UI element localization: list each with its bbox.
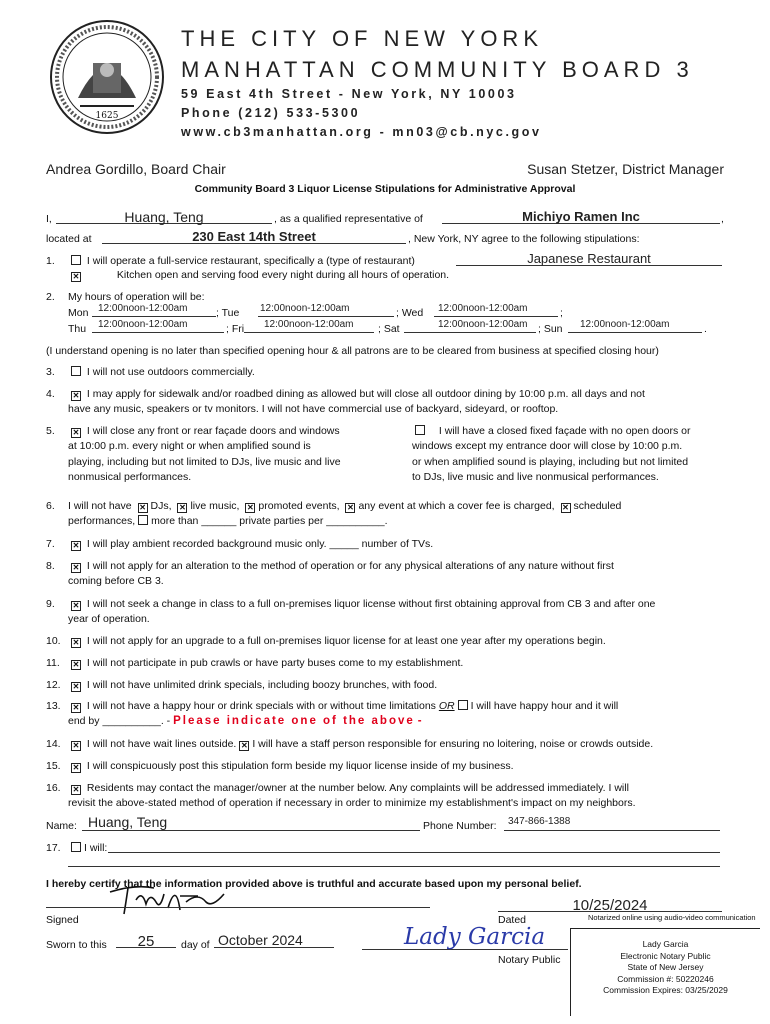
checkbox-s6-live-music[interactable]: ✕ [179,503,186,512]
agree-text: , New York, NY agree to the following stipulations: [408,233,640,245]
s5a-line-1: I will close any front or rear façade doors and windows [86,425,340,437]
hours-sun: 12:00noon-12:00am [580,319,670,330]
checkbox-s4[interactable]: ✕ [72,391,80,400]
s15-text: I will conspicuously post this stipulation form beside my liquor license inside of my business. [86,760,514,772]
hours-block: Mon 12:00noon-12:00am ; Tue 12:00noon-12:00am ; Wed 12:00noon-12:00am ; Thu 12:00noon-12:00am ; Fri 12:00noon-12:00am ; Sat 12:00noon-12:00am ; Sun 12:00noon-12:00am . [68,303,707,335]
header-title-2: MANHATTAN COMMUNITY BOARD 3 [181,57,694,82]
s5a-line-3: playing, including but not limited to DJs, live music and live [68,456,341,468]
hours-mon: 12:00noon-12:00am [98,303,188,314]
i-label: I, [46,213,52,225]
s9-text-2: year of operation. [68,613,150,625]
s10-text: I will not apply for an upgrade to a full on-premises liquor license for at least one year after my operations begin. [86,635,606,647]
checkbox-s3[interactable] [71,366,81,376]
hours-note: (I understand opening is no later than specified opening hour & all patrons are to be cleared from business at specified closing hour) [46,345,659,357]
notary-signature: Lady Garcia [404,924,546,950]
s5a-line-4: nonmusical performances. [68,471,192,483]
hours-wed: 12:00noon-12:00am [438,303,528,314]
form-title: Community Board 3 Liquor License Stipulations for Administrative Approval [194,183,576,195]
rep-text: , as a qualified representative of [274,213,423,225]
indicate-warning: Please indicate one of the above [173,715,415,727]
checkbox-s10[interactable]: ✕ [72,638,80,647]
s2-text: My hours of operation will be: [68,291,205,303]
s5b-line-4: to DJs, live music and live nonmusical performances. [412,471,659,483]
checkbox-s6-private[interactable] [138,515,148,525]
located-label: located at [46,233,92,245]
checkbox-s5b[interactable] [415,425,425,435]
contact-name[interactable]: Huang, Teng [88,814,168,830]
s16-text-2: revisit the above-stated method of operation if necessary in order to minimize my establishment's impact on my neighbors. [68,797,636,809]
header-address: 59 East 4th Street - New York, NY 10003 [181,87,517,101]
s1-text: I will operate a full-service restaurant, specifically a (type of restaurant) [86,255,415,267]
certify-text: I hereby certify that the information provided above is truthful and accurate based upon my personal belief. [46,878,582,890]
hours-sat: 12:00noon-12:00am [438,319,528,330]
s5a-line-2: at 10:00 p.m. every night or when amplified sound is [68,440,311,452]
signed-date[interactable]: 10/25/2024 [572,897,648,914]
dated-label: Dated [498,914,527,926]
checkbox-s6-djs[interactable]: ✕ [139,503,146,512]
s3-text: I will not use outdoors commercially. [86,366,255,378]
s5b-line-1: I will have a closed fixed façade with no open doors or [438,425,691,437]
checkbox-s14b[interactable]: ✕ [240,741,248,750]
s17-text: I will: [84,842,108,854]
business-name: Michiyo Ramen Inc [522,209,640,224]
s5b-line-3: or when amplified sound is playing, including but not limited [412,456,689,468]
checkbox-s12[interactable]: ✕ [72,682,80,691]
checkbox-s6-scheduled[interactable]: ✕ [562,503,569,512]
s8-text: I will not apply for an alteration to the method of operation or for any physical alterations of any nature without first [86,560,614,572]
s16-text: Residents may contact the manager/owner at the number below. Any complaints will be addressed immediately. I will [86,782,629,794]
header-web: www.cb3manhattan.org - mn03@cb.nyc.gov [181,125,542,139]
checkbox-s11[interactable]: ✕ [72,660,80,669]
checkbox-s17[interactable] [71,842,81,852]
hours-tue: 12:00noon-12:00am [260,303,350,314]
day-of-label: day of [181,939,210,951]
header-phone: Phone (212) 533-5300 [181,106,361,120]
s4-text: I may apply for sidewalk and/or roadbed dining as allowed but will close all outdoor dining by 10:00 p.m. all days and not [86,388,645,400]
s1-sub: Kitchen open and serving food every night during all hours of operation. [116,269,450,281]
checkbox-s15[interactable]: ✕ [72,763,80,772]
contact-phone[interactable]: 347-866-1388 [508,816,571,827]
checkbox-s6-cover[interactable]: ✕ [347,503,354,512]
city-seal-icon [48,18,166,136]
s4-text-2: have any music, speakers or tv monitors. I will not have commercial use of backyard, sideyard, or rooftop. [68,403,559,415]
seal-year: 1625 [95,111,119,121]
business-address: 230 East 14th Street [192,229,316,244]
representative-name: Huang, Teng [124,209,204,225]
restaurant-type: Japanese Restaurant [527,251,651,266]
s7-text: I will play ambient recorded background music only. _____ number of TVs. [86,538,434,550]
hours-thu: 12:00noon-12:00am [98,319,188,330]
checkbox-s1-kitchen[interactable]: ✕ [72,272,80,281]
s8-text-2: coming before CB 3. [68,575,164,587]
s11-text: I will not participate in pub crawls or have party buses come to my establishment. [86,657,464,669]
checkbox-s14a[interactable]: ✕ [72,741,80,750]
district-manager: Susan Stetzer, District Manager [527,161,724,177]
checkbox-s6-promoted[interactable]: ✕ [247,503,254,512]
notarized-note: Notarized online using audio-video communication [588,913,756,922]
sworn-label: Sworn to this [46,939,107,951]
checkbox-s9[interactable]: ✕ [72,601,80,610]
s9-text: I will not seek a change in class to a full on-premises liquor license without first obtaining approval from CB 3 and after one [86,598,656,610]
checkbox-s7[interactable]: ✕ [72,541,80,550]
hours-fri: 12:00noon-12:00am [264,319,354,330]
notary-label: Notary Public [498,954,561,966]
name-label: Name: [46,820,77,832]
phone-label: Phone Number: [423,820,497,832]
checkbox-s1[interactable] [71,255,81,265]
header-title-1: THE CITY OF NEW YORK [181,26,543,51]
s12-text: I will not have unlimited drink specials, including boozy brunches, with food. [86,679,438,691]
checkbox-s8[interactable]: ✕ [72,563,80,572]
board-chair: Andrea Gordillo, Board Chair [46,161,226,177]
s5b-line-2: windows except my entrance door will close by 10:00 p.m. [412,440,683,452]
sworn-month-year: October 2024 [218,932,303,948]
signed-label: Signed [46,914,79,926]
notary-stamp: Lady Garcia Electronic Notary Public State of New Jersey Commission #: 50220246 Commission Expires: 03/25/2029 [570,928,760,1016]
sworn-day: 25 [137,933,155,950]
checkbox-s16[interactable]: ✕ [72,785,80,794]
checkbox-s13a[interactable]: ✕ [72,703,80,712]
checkbox-s13b[interactable] [458,700,468,710]
checkbox-s5a[interactable]: ✕ [72,428,80,437]
